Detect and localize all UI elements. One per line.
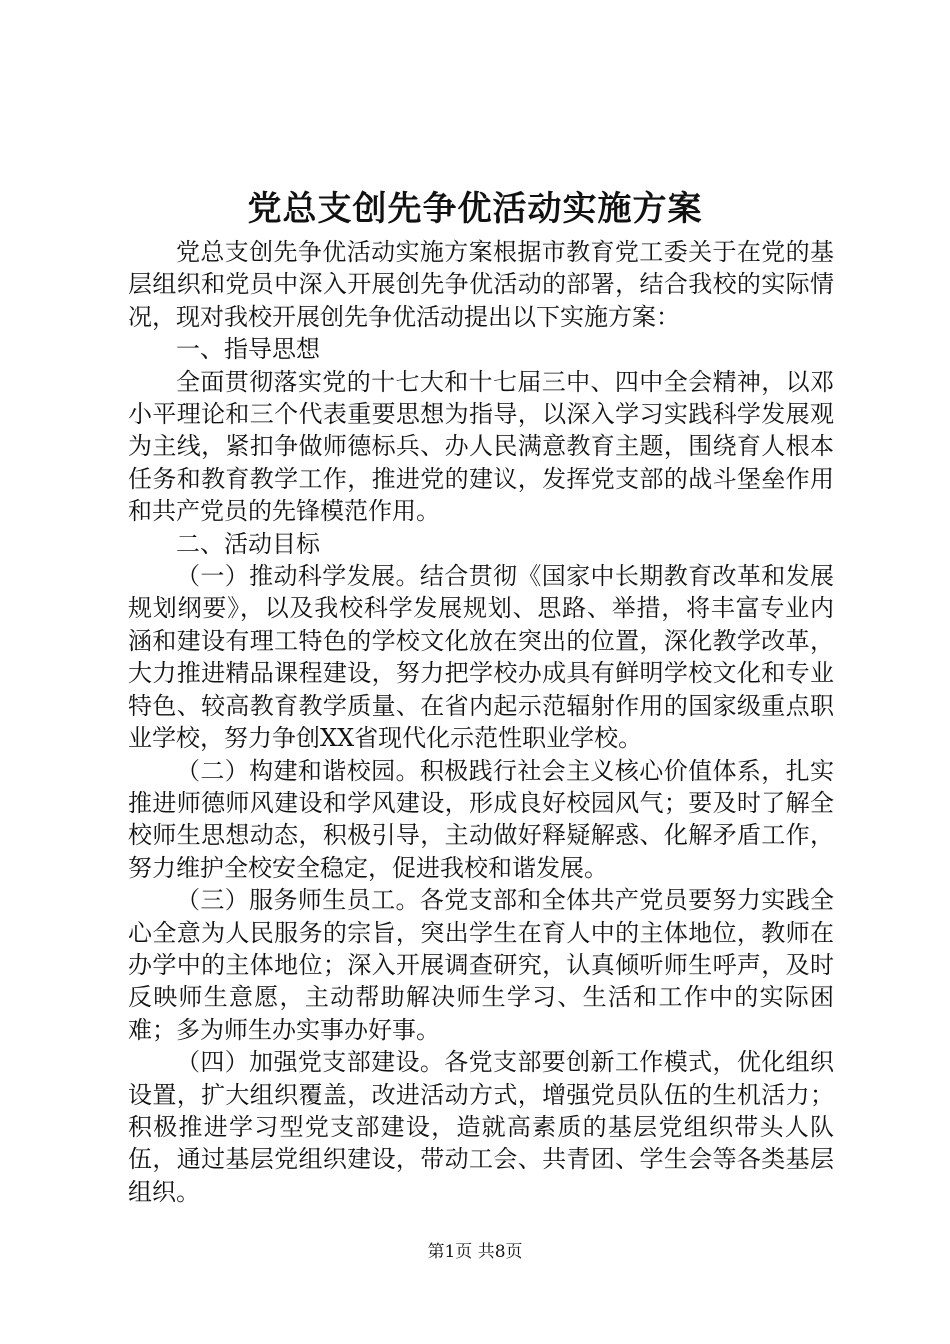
intro-paragraph: 党总支创先争优活动实施方案根据市教育党工委关于在党的基层组织和党员中深入开展创先争优活动的部署，结合我校的实际情况，现对我校开展创先争优活动提出以下实施方案：: [128, 238, 834, 331]
page-footer: 第1页 共8页: [427, 1242, 523, 1262]
goal-item-1: （一）推动科学发展。结合贯彻《国家中长期教育改革和发展规划纲要》，以及我校科学发展规划、思路、举措，将丰富专业内涵和建设有理工特色的学校文化放在突出的位置，深化教学改革，大力推进精品课程建设，努力把学校办成具有鲜明学校文化和专业特色、较高教育教学质量、在省内起示范辐射作用的国家级重点职业学校，努力争创XX省现代化示范性职业学校。: [128, 562, 834, 753]
document-body: [128, 236, 834, 1208]
goal-item-4: （四）加强党支部建设。各党支部要创新工作模式，优化组织设置，扩大组织覆盖，改进活动方式，增强党员队伍的生机活力；积极推进学习型党支部建设，造就高素质的基层党组织带头人队伍，通过基层党组织建设，带动工会、共青团、学生会等各类基层组织。: [128, 1048, 834, 1206]
section-heading-activity-goals: 二、活动目标: [176, 529, 320, 558]
section-heading-guiding-ideology: 一、指导思想: [176, 335, 320, 364]
guiding-ideology-paragraph: 全面贯彻落实党的十七大和十七届三中、四中全会精神，以邓小平理论和三个代表重要思想为指导，以深入学习实践科学发展观为主线，紧扣争做师德标兵、办人民满意教育主题，围绕育人根本任务和教育教学工作，推进党的建议，发挥党支部的战斗堡垒作用和共产党员的先锋模范作用。: [128, 367, 834, 526]
goal-item-3: （三）服务师生员工。各党支部和全体共产党员要努力实践全心全意为人民服务的宗旨，突出学生在育人中的主体地位，教师在办学中的主体地位；深入开展调查研究，认真倾听师生呼声，及时反映师生意愿，主动帮助解决师生学习、生活和工作中的实际困难；多为师生办实事办好事。: [128, 886, 834, 1044]
document-title: 党总支创先争优活动实施方案: [247, 189, 703, 229]
goal-item-2: （二）构建和谐校园。积极践行社会主义核心价值体系，扎实推进师德师风建设和学风建设，形成良好校园风气；要及时了解全校师生思想动态，积极引导，主动做好释疑解惑、化解矛盾工作，努力维护全校安全稳定，促进我校和谐发展。: [128, 756, 834, 882]
